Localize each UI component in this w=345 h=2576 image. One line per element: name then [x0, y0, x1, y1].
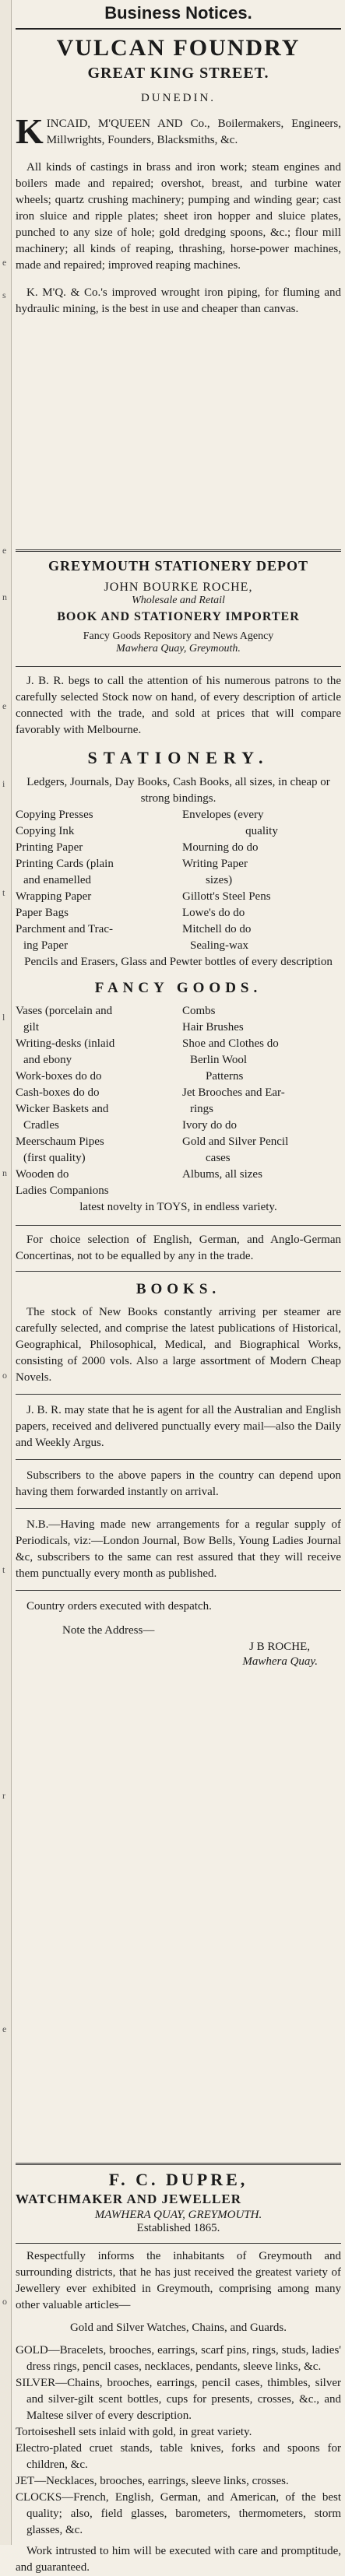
gutter-mark: i	[2, 778, 5, 789]
gutter-mark: e	[2, 700, 7, 711]
ad-title: VULCAN FOUNDRY	[56, 35, 301, 61]
stationery-tail: Pencils and Erasers, Glass and Pewter bottles of every description	[24, 956, 333, 968]
concertinas-text: For choice selection of English, German, and Anglo-German Concertinas, not to be equalled by any in the trade.	[16, 1234, 341, 1262]
country-orders-text: Country orders executed with despatch.	[26, 1600, 212, 1613]
stationery-list	[16, 807, 341, 954]
list-item: Jet Brooches and Ear-	[182, 1086, 285, 1099]
stationery-lead: Ledgers, Journals, Day Books, Cash Books, all sizes, in cheap or strong bindings.	[26, 776, 330, 805]
list-item: GOLD—Bracelets, brooches, earrings, scarf pins, rings, studs, ladies' dress rings, pencil cases, necklaces, pendants, sleeve links, &c.	[16, 2344, 341, 2373]
list-item: Sealing-wax	[190, 939, 248, 952]
business-line: BOOK AND STATIONERY IMPORTER	[57, 610, 300, 623]
list-item: Patterns	[206, 1070, 244, 1083]
list-item: Lowe's do do	[182, 907, 245, 919]
list-item: Berlin Wool	[190, 1054, 248, 1066]
fancy-goods-list	[16, 1003, 341, 1199]
list-item: Combs	[182, 1005, 216, 1017]
list-item: Tortoiseshell sets inlaid with gold, in great variety.	[16, 2426, 252, 2438]
signature-place: Mawhera Quay.	[242, 1655, 318, 1668]
divider	[16, 1508, 341, 1509]
divider	[16, 1590, 341, 1591]
list-item: Cash-boxes do do	[16, 1086, 100, 1099]
list-item: Cradles	[23, 1119, 59, 1132]
list-item: Printing Cards (plain	[16, 858, 114, 870]
list-item: Meerschaum Pipes	[16, 1135, 104, 1148]
list-item: Vases (porcelain and	[16, 1005, 113, 1017]
list-item: Wrapping Paper	[16, 890, 92, 903]
gutter-mark: o	[2, 1370, 7, 1381]
subscribers-text: Subscribers to the above papers in the country can depend upon having them forwarded instantly on arrival.	[16, 1469, 341, 1498]
list-item: Wooden do	[16, 1168, 69, 1181]
list-item: gilt	[23, 1021, 40, 1034]
gutter-mark: n	[2, 1167, 7, 1178]
list-item: Wicker Baskets and	[16, 1103, 109, 1115]
list-item: and enamelled	[23, 874, 92, 886]
established-line: Established 1865.	[136, 2222, 220, 2234]
divider	[16, 1225, 341, 1226]
list-item: sizes)	[206, 874, 233, 886]
books-heading: BOOKS.	[136, 1281, 221, 1297]
ad-title: GREYMOUTH STATIONERY DEPOT	[48, 558, 309, 574]
section-heading: Business Notices.	[16, 0, 341, 30]
list-item	[182, 1183, 341, 1199]
owner-sub: Wholesale and Retail	[132, 595, 225, 606]
books-text: The stock of New Books constantly arriving per steamer are carefully selected, and comprise the latest publications of Historical, Geographical, Philosophical, Medical, and Biographical Works, consisting of 2000 vols. Also a large assortment of Modern Cheap Novels.	[16, 1306, 341, 1384]
fancy-goods-tail: latest novelty in TOYS, in endless variety.	[79, 1201, 277, 1213]
list-item: and ebony	[23, 1054, 72, 1066]
intro-text: Respectfully informs the inhabitants of Greymouth and surrounding districts, that he has just received the greatest variety of Jewellery ever exhibited in Greymouth, comprising among many other valuable articles—	[16, 2250, 341, 2311]
list-item: quality	[245, 825, 278, 837]
signature-name: J B ROCHE,	[249, 1641, 310, 1653]
column-gutter	[0, 0, 12, 2545]
gutter-mark: l	[2, 1012, 5, 1023]
divider	[16, 1394, 341, 1395]
list-item: Copying Presses	[16, 809, 93, 821]
gutter-mark: e	[2, 545, 7, 556]
ad-city: DUNEDIN.	[140, 92, 217, 104]
gutter-mark: e	[2, 257, 7, 268]
ad-street: GREAT KING STREET.	[87, 65, 269, 82]
newspaper-column	[16, 0, 341, 2576]
gutter-mark: s	[2, 290, 6, 300]
list-item: Electro-plated cruet stands, table knives, forks and spoons for children, &c.	[16, 2442, 341, 2471]
list-item: rings	[190, 1103, 213, 1115]
watches-line: Gold and Silver Watches, Chains, and Guards.	[69, 2322, 287, 2334]
list-item: Copying Ink	[16, 825, 75, 837]
divider	[16, 2243, 341, 2244]
list-item: Writing-desks (inlaid	[16, 1037, 115, 1050]
list-item: JET—Necklaces, brooches, earrings, sleeve links, crosses.	[16, 2475, 289, 2487]
list-item: Printing Paper	[16, 841, 83, 854]
list-item: Mitchell do do	[182, 923, 252, 935]
fancy-line: Fancy Goods Repository and News Agency	[83, 630, 274, 642]
stationery-heading: STATIONERY.	[87, 748, 269, 767]
list-item: CLOCKS—French, English, German, and American, of the best quality; also, field glasses, barometers, thermometers, storm glasses, &c.	[16, 2491, 341, 2536]
vulcan-foundry-ad	[16, 30, 341, 549]
list-item: cases	[206, 1152, 231, 1164]
gutter-mark: t	[2, 887, 5, 898]
list-item: Writing Paper	[182, 858, 248, 870]
list-item: Ladies Companions	[16, 1184, 109, 1197]
gutter-mark: r	[2, 1790, 5, 1801]
intro-text: J. B. R. begs to call the attention of his numerous patrons to the carefully selected Stock now on hand, of every description of article connected with the trade, and sold at prices that will compare favorably with Melbourne.	[16, 675, 341, 736]
list-item: ing Paper	[23, 939, 69, 952]
drop-cap: K	[16, 111, 44, 151]
gutter-mark: t	[2, 1564, 5, 1575]
list-item: Gillott's Steel Pens	[182, 890, 271, 903]
list-item: Albums, all sizes	[182, 1168, 262, 1181]
gutter-mark: n	[2, 591, 7, 602]
ad-body: All kinds of castings in brass and iron work; steam engines and boilers made and repaired; overshot, breast, and turbine water wheels; quartz crushing machinery; pumping and winding gear; cast iron sluice and ripple plates; sheet iron hopper and sluice plates, punched to any size of hole; gold dredging spoons, &c.; flour mill machinery; all kinds of reaping, thrashing, horse-power machines, made and repaired; improved reaping machines.	[16, 161, 341, 272]
list-item: Parchment and Trac-	[16, 923, 113, 935]
gutter-mark: e	[2, 2023, 7, 2034]
ad-note: K. M'Q. & Co.'s improved wrought iron piping, for fluming and hydraulic mining, is the best in use and cheaper than canvas.	[16, 286, 341, 315]
trade-line: WATCHMAKER AND JEWELLER	[16, 2192, 241, 2206]
stationery-depot-ad	[16, 552, 341, 2163]
firm-description: INCAID, M'QUEEN AND Co., Boilermakers, Engineers, Millwrights, Founders, Blacksmiths, &c.	[46, 118, 341, 146]
list-item: Paper Bags	[16, 907, 69, 919]
gutter-mark: o	[2, 2296, 7, 2307]
closing-text: Work intrusted to him will be executed with care and promptitude, and guaranteed.	[16, 2545, 341, 2574]
note-address: Note the Address—	[62, 1624, 155, 1637]
address-line: MAWHERA QUAY, GREYMOUTH.	[94, 2209, 262, 2221]
list-item: Hair Brushes	[182, 1021, 244, 1034]
divider	[16, 1459, 341, 1460]
list-item: Envelopes (every	[182, 809, 264, 821]
dupre-jeweller-ad	[16, 2165, 341, 2576]
list-item: (first quality)	[23, 1152, 86, 1164]
list-item: Gold and Silver Pencil	[182, 1135, 289, 1148]
firm-name	[16, 111, 341, 151]
list-item: SILVER—Chains, brooches, earrings, pencil cases, thimbles, silver and silver-gilt scent bottles, cups for presents, crosses, &c., and Maltese silver of every description.	[16, 2377, 341, 2422]
ad-title: F. C. DUPRE,	[108, 2170, 248, 2189]
list-item: Mourning do do	[182, 841, 259, 854]
divider	[16, 1271, 341, 1272]
list-item: Work-boxes do do	[16, 1070, 102, 1083]
address-line: Mawhera Quay, Greymouth.	[116, 643, 241, 655]
nb-text: N.B.—Having made new arrangements for a regular supply of Periodicals, viz:—London Journal, Bow Bells, Young Ladies Journal &c, subscribers to the same can rest assured that they will receive them punctually every month as published.	[16, 1518, 341, 1580]
agent-text: J. B. R. may state that he is agent for all the Australian and English papers, received and delivered punctually every mail—also the Daily and Weekly Argus.	[16, 1404, 341, 1449]
owner-name: JOHN BOURKE ROCHE,	[104, 581, 253, 594]
list-item: Shoe and Clothes do	[182, 1037, 279, 1050]
fancy-goods-heading: FANCY GOODS.	[94, 980, 262, 996]
list-item: Ivory do do	[182, 1119, 237, 1132]
divider	[16, 666, 341, 667]
